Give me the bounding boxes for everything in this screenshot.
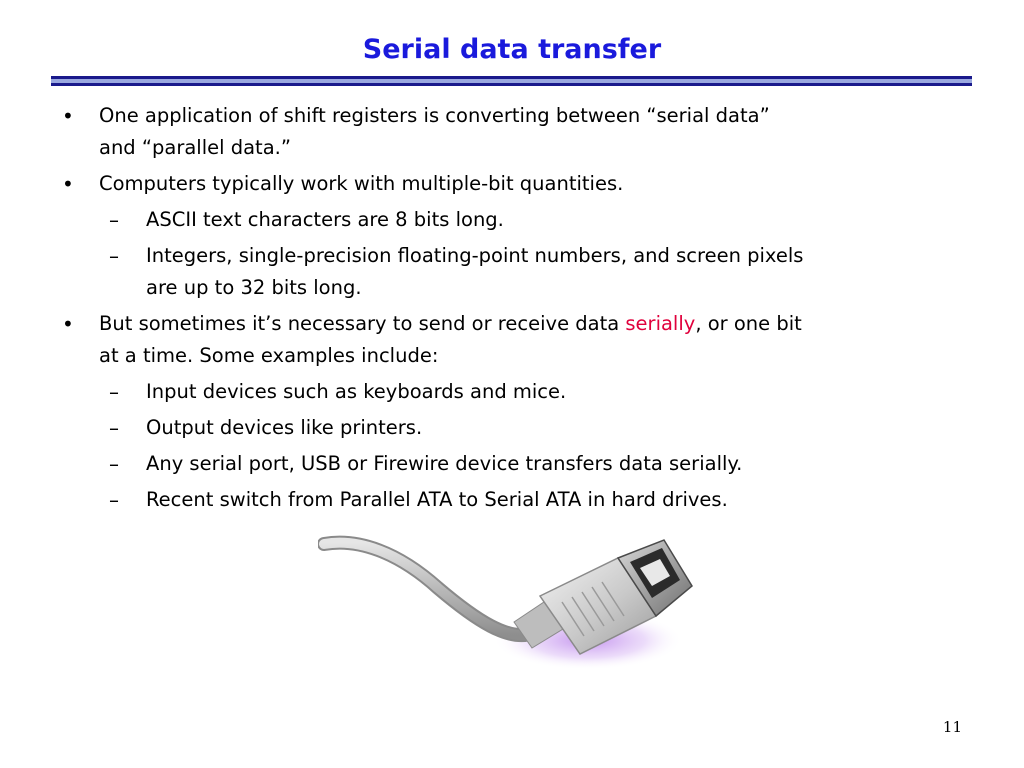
sub-bullet-marker: – xyxy=(109,416,119,440)
sub-bullet-item xyxy=(0,204,1024,236)
sub-bullet-text-line: Input devices such as keyboards and mice. xyxy=(146,380,567,403)
title-underline-highlight xyxy=(51,79,972,83)
sub-bullet-text-line: ASCII text characters are 8 bits long. xyxy=(146,208,504,231)
bullet-text-segment: But sometimes it’s necessary to send or receive data xyxy=(99,312,626,335)
sub-bullet-item xyxy=(0,240,1024,304)
sub-bullet-text-line: Integers, single-precision floating-point numbers, and screen pixels xyxy=(146,244,804,267)
bullet-item xyxy=(0,308,1024,372)
bullet-text-segment: , or one bit xyxy=(695,312,802,335)
bullet-item xyxy=(0,168,1024,200)
sub-bullet-marker: – xyxy=(109,488,119,512)
sub-bullet-item xyxy=(0,376,1024,408)
sub-bullet-item xyxy=(0,484,1024,516)
sub-bullet-marker: – xyxy=(109,244,119,268)
sub-bullet-text-line: are up to 32 bits long. xyxy=(146,276,362,299)
bullet-text-line: One application of shift registers is converting between “serial data” xyxy=(99,104,770,127)
title-underline xyxy=(51,76,972,86)
cable-cord xyxy=(324,543,530,635)
bullet-text-line: at a time. Some examples include: xyxy=(99,344,439,367)
sub-bullet-marker: – xyxy=(109,380,119,404)
emphasized-word: serially xyxy=(625,312,696,335)
sub-bullet-text-line: Recent switch from Parallel ATA to Serial ATA in hard drives. xyxy=(146,488,728,511)
bullet-text-line xyxy=(99,308,1024,340)
sub-bullet-item xyxy=(0,448,1024,480)
page-number: 11 xyxy=(942,718,962,736)
bullet-list xyxy=(0,100,1024,520)
sub-bullet-text-line: Output devices like printers. xyxy=(146,416,423,439)
sub-bullet-text-line: Any serial port, USB or Firewire device transfers data serially. xyxy=(146,452,743,475)
slide-title: Serial data transfer xyxy=(362,34,662,65)
bullet-marker: • xyxy=(62,104,74,128)
bullet-marker: • xyxy=(62,312,74,336)
bullet-item xyxy=(0,100,1024,164)
sub-bullet-marker: – xyxy=(109,208,119,232)
cable-cord-highlight xyxy=(324,543,530,635)
usb-cable-icon xyxy=(318,530,698,670)
bullet-text-line: Computers typically work with multiple-bit quantities. xyxy=(99,172,624,195)
sub-bullet-marker: – xyxy=(109,452,119,476)
bullet-text-line: and “parallel data.” xyxy=(99,136,291,159)
bullet-marker: • xyxy=(62,172,74,196)
sub-bullet-item xyxy=(0,412,1024,444)
